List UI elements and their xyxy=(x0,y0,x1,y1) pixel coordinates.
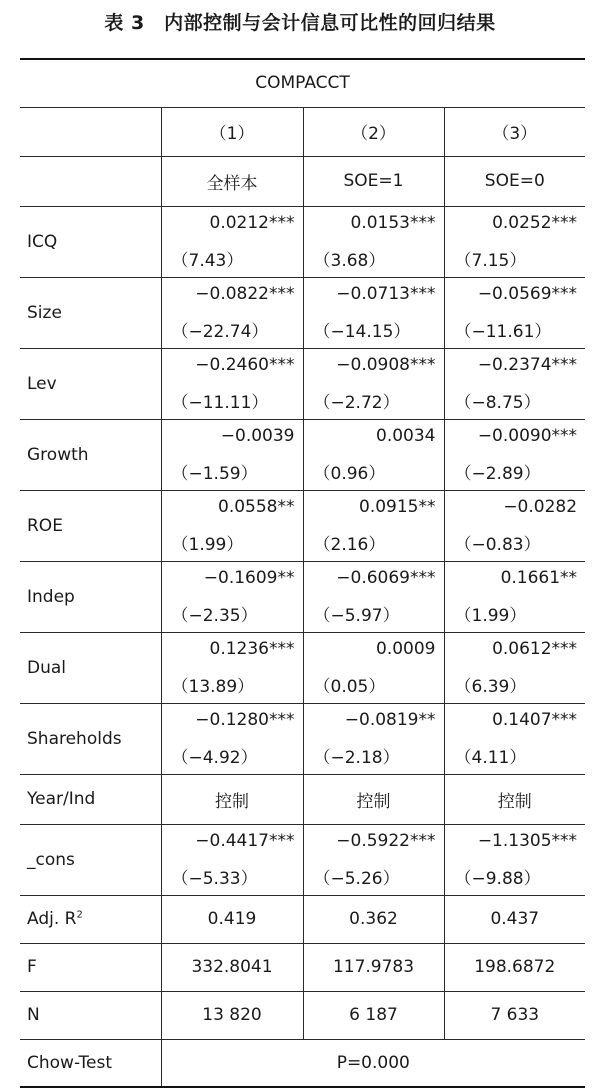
t-statistic: （−8.75） xyxy=(454,392,541,413)
t-statistic: （0.05） xyxy=(313,676,386,697)
coefficient-cell xyxy=(161,632,303,703)
coefficient-cell xyxy=(303,703,444,774)
coefficient-value: −0.0039 xyxy=(220,425,295,446)
coefficient-cell xyxy=(303,824,444,895)
t-statistic: （7.15） xyxy=(454,250,527,271)
coefficient-value: 0.0009 xyxy=(376,638,436,659)
variable-name: Lev xyxy=(20,348,161,419)
coefficient-value: 0.1661** xyxy=(500,567,578,588)
coefficient-value: 0.0252*** xyxy=(492,212,578,233)
t-statistic: （13.89） xyxy=(171,676,255,697)
header-row-model-numbers xyxy=(20,107,585,156)
variable-name: Indep xyxy=(20,561,161,632)
coefficient-row xyxy=(20,277,585,348)
t-statistic: （0.96） xyxy=(313,463,386,484)
t-statistic: （−5.26） xyxy=(313,868,400,889)
coefficient-value: −1.1305*** xyxy=(477,830,578,851)
year-ind-row xyxy=(20,774,585,824)
t-statistic: （−9.88） xyxy=(454,868,541,889)
coefficient-row xyxy=(20,561,585,632)
control-cell: 控制 xyxy=(303,774,444,824)
coefficient-cell xyxy=(444,277,585,348)
coefficient-value: 0.1236*** xyxy=(209,638,295,659)
t-statistic: （−11.11） xyxy=(171,392,269,413)
regression-table xyxy=(20,58,585,1088)
t-statistic: （1.99） xyxy=(171,534,244,555)
coefficient-value: −0.1609** xyxy=(203,567,295,588)
variable-name: Year/Ind xyxy=(20,774,161,824)
coefficient-value: −0.0819** xyxy=(344,709,436,730)
stat-cell: 7 633 xyxy=(444,991,585,1039)
t-statistic: （−2.89） xyxy=(454,463,541,484)
coefficient-cell xyxy=(303,277,444,348)
variable-name: Size xyxy=(20,277,161,348)
coefficient-cell xyxy=(444,419,585,490)
coefficient-cell xyxy=(303,348,444,419)
coefficient-cell xyxy=(303,490,444,561)
coefficient-value: −0.0908*** xyxy=(336,354,436,375)
variable-name: ROE xyxy=(20,490,161,561)
coefficient-value: −0.1280*** xyxy=(195,709,295,730)
coefficient-value: 0.0915** xyxy=(359,496,436,517)
coefficient-cell xyxy=(161,824,303,895)
coefficient-cell xyxy=(444,490,585,561)
n-row xyxy=(20,991,585,1039)
coefficient-cell xyxy=(303,561,444,632)
t-statistic: （−0.83） xyxy=(454,534,541,555)
control-cell: 控制 xyxy=(161,774,303,824)
stat-cell: 6 187 xyxy=(303,991,444,1039)
variable-name: _cons xyxy=(20,824,161,895)
coefficient-value: 0.0034 xyxy=(376,425,436,446)
coefficient-value: 0.0153*** xyxy=(350,212,436,233)
coefficient-value: −0.2460*** xyxy=(195,354,295,375)
t-statistic: （7.43） xyxy=(171,250,244,271)
t-statistic: （3.68） xyxy=(313,250,386,271)
chow-test-value: P=0.000 xyxy=(161,1039,585,1087)
f-row xyxy=(20,943,585,991)
coefficient-cell xyxy=(444,348,585,419)
sample-label-3: SOE=0 xyxy=(444,156,585,206)
t-statistic: （−5.33） xyxy=(171,868,258,889)
header-empty-cell xyxy=(20,107,161,156)
stat-cell: 332.8041 xyxy=(161,943,303,991)
t-statistic: （−5.97） xyxy=(313,605,400,626)
coefficient-row xyxy=(20,632,585,703)
variable-name: Chow-Test xyxy=(20,1039,161,1087)
stat-cell: 13 820 xyxy=(161,991,303,1039)
cons-row xyxy=(20,824,585,895)
coefficient-cell xyxy=(161,703,303,774)
stat-cell: 0.419 xyxy=(161,895,303,943)
t-statistic: （2.16） xyxy=(313,534,386,555)
t-statistic: （−22.74） xyxy=(171,321,269,342)
coefficient-cell xyxy=(444,632,585,703)
t-statistic: （−2.35） xyxy=(171,605,258,626)
coefficient-value: −0.0282 xyxy=(503,496,578,517)
adj-r2-row xyxy=(20,895,585,943)
variable-name: ICQ xyxy=(20,206,161,277)
coefficient-cell xyxy=(444,824,585,895)
variable-name: Growth xyxy=(20,419,161,490)
t-statistic: （−14.15） xyxy=(313,321,411,342)
sample-label-1: 全样本 xyxy=(161,156,303,206)
coefficient-row xyxy=(20,703,585,774)
header-empty-cell xyxy=(20,156,161,206)
coefficient-value: −0.6069*** xyxy=(336,567,436,588)
t-statistic: （−2.72） xyxy=(313,392,400,413)
coefficient-value: −0.0713*** xyxy=(336,283,436,304)
stat-cell: 0.437 xyxy=(444,895,585,943)
variable-name: Dual xyxy=(20,632,161,703)
model-number-3: （3） xyxy=(444,107,585,156)
coefficient-value: 0.0212*** xyxy=(209,212,295,233)
coefficient-value: 0.0558** xyxy=(218,496,295,517)
coefficient-value: −0.5922*** xyxy=(336,830,436,851)
t-statistic: （−4.92） xyxy=(171,747,258,768)
coefficient-cell xyxy=(161,561,303,632)
coefficient-value: −0.0822*** xyxy=(195,283,295,304)
t-statistic: （6.39） xyxy=(454,676,527,697)
coefficient-row xyxy=(20,348,585,419)
coefficient-value: 0.0612*** xyxy=(492,638,578,659)
coefficient-value: 0.1407*** xyxy=(492,709,578,730)
t-statistic: （−2.18） xyxy=(313,747,400,768)
header-row-samples xyxy=(20,156,585,206)
t-statistic: （−11.61） xyxy=(454,321,552,342)
coefficient-row xyxy=(20,419,585,490)
coefficient-cell xyxy=(444,703,585,774)
control-cell: 控制 xyxy=(444,774,585,824)
header-row-dependent xyxy=(20,59,585,107)
coefficient-cell xyxy=(161,206,303,277)
stat-cell: 117.9783 xyxy=(303,943,444,991)
coefficient-cell xyxy=(303,419,444,490)
t-statistic: （1.99） xyxy=(454,605,527,626)
stat-cell: 198.6872 xyxy=(444,943,585,991)
t-statistic: （4.11） xyxy=(454,747,527,768)
model-number-2: （2） xyxy=(303,107,444,156)
coefficient-cell xyxy=(444,206,585,277)
stat-cell: 0.362 xyxy=(303,895,444,943)
variable-name xyxy=(20,895,161,943)
sample-label-2: SOE=1 xyxy=(303,156,444,206)
table-title: 表 3 内部控制与会计信息可比性的回归结果 xyxy=(104,12,496,34)
coefficient-row xyxy=(20,206,585,277)
adj-r2-superscript: 2 xyxy=(76,909,83,921)
adj-r2-label: Adj. R xyxy=(27,909,77,929)
variable-name: Shareholds xyxy=(20,703,161,774)
model-number-1: （1） xyxy=(161,107,303,156)
coefficient-cell xyxy=(161,277,303,348)
coefficient-cell xyxy=(303,206,444,277)
t-statistic: （−1.59） xyxy=(171,463,258,484)
variable-name: F xyxy=(20,943,161,991)
coefficient-cell xyxy=(161,348,303,419)
chow-test-row xyxy=(20,1039,585,1087)
coefficient-cell xyxy=(161,490,303,561)
coefficient-row xyxy=(20,490,585,561)
coefficient-cell xyxy=(161,419,303,490)
coefficient-value: −0.4417*** xyxy=(195,830,295,851)
coefficient-rows xyxy=(20,206,585,774)
coefficient-value: −0.0569*** xyxy=(477,283,578,304)
coefficient-cell xyxy=(444,561,585,632)
coefficient-cell xyxy=(303,632,444,703)
coefficient-value: −0.0090*** xyxy=(477,425,578,446)
dependent-variable-label: COMPACCT xyxy=(20,59,585,107)
variable-name: N xyxy=(20,991,161,1039)
coefficient-value: −0.2374*** xyxy=(477,354,578,375)
